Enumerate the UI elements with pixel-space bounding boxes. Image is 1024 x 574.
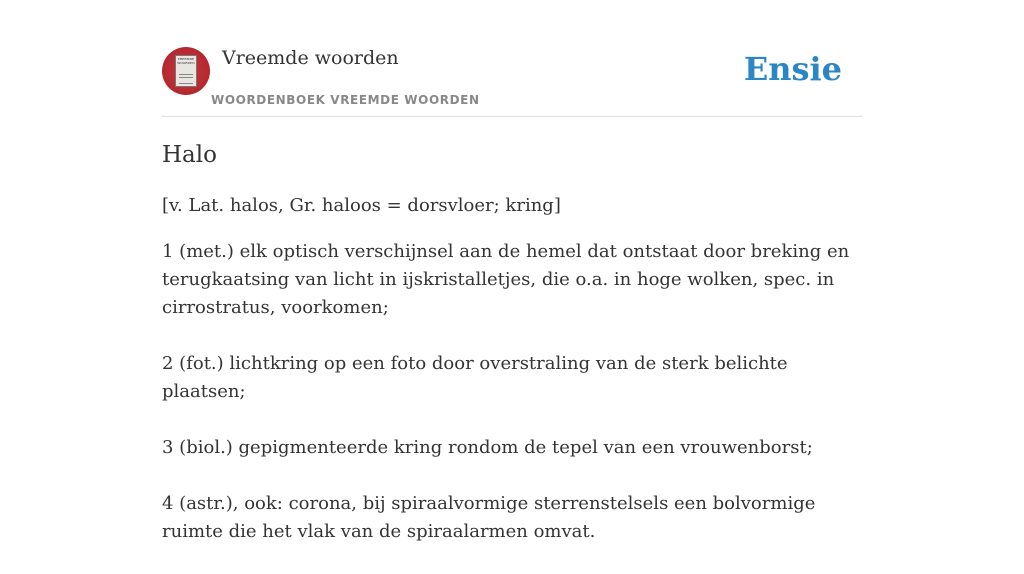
book-title-link[interactable]: Vreemde woorden [222,47,399,69]
book-cover-line [179,74,193,75]
definition-item: 2 (fot.) lichtkring op een foto door overstraling van de sterk belichte plaatsen; [162,353,788,402]
definition-list [162,238,862,546]
book-cover-avatar[interactable] [162,47,210,95]
book-cover-title: VREEMDE WOORDEN [177,57,195,65]
book-cover-line [179,83,193,84]
definition-item: 3 (biol.) gepigmenteerde kring rondom de tepel van een vrouwenborst; [162,437,813,458]
book-cover-line [179,77,193,78]
book-cover-image [175,55,197,87]
dictionary-subtitle: WOORDENBOEK VREEMDE WOORDEN [211,93,480,107]
definition-item: 1 (met.) elk optisch verschijnsel aan de hemel dat ontstaat door breking en terugkaatsing van licht in ijskristalletjes, die o.a. in hoge wolken, spec. in cirrostratus, voorkomen; [162,241,850,318]
header [162,46,862,117]
entry-title: Halo [162,142,217,168]
ensie-logo[interactable]: Ensie [743,50,842,88]
entry-etymology: [v. Lat. halos, Gr. haloos = dorsvloer; kring] [162,195,561,216]
definition-item: 4 (astr.), ook: corona, bij spiraalvormige sterrenstelsels een bolvormige ruimte die het vlak van de spiraalarmen omvat. [162,493,816,542]
entry-content [162,140,862,574]
